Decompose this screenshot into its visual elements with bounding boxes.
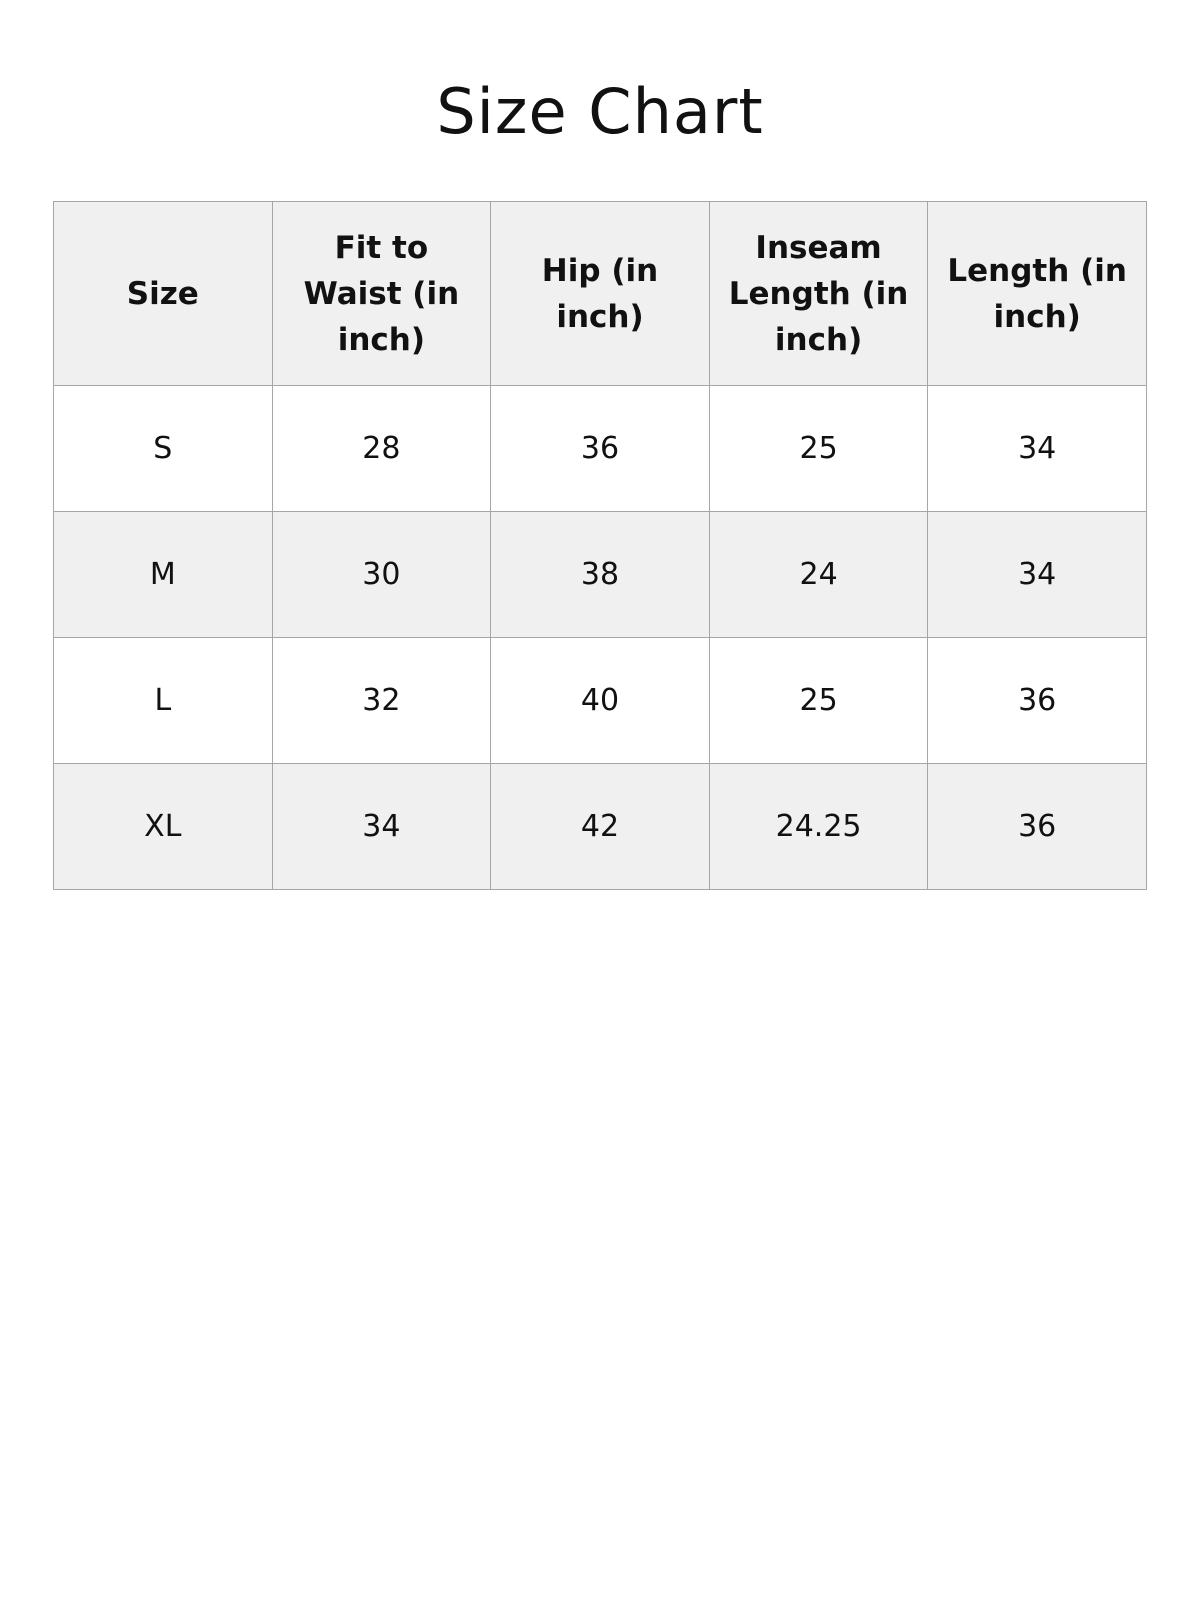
header-inseam-length: Inseam Length (in inch) xyxy=(709,202,928,386)
table-cell-inseam: 24 xyxy=(709,512,928,638)
header-hip: Hip (in inch) xyxy=(491,202,710,386)
table-cell-waist: 28 xyxy=(272,386,491,512)
table-row xyxy=(54,512,1147,638)
table-cell-length: 34 xyxy=(928,386,1147,512)
table-cell-waist: 34 xyxy=(272,764,491,890)
page-title: Size Chart xyxy=(436,75,764,148)
table-cell-hip: 40 xyxy=(491,638,710,764)
table-cell-inseam: 25 xyxy=(709,638,928,764)
size-chart-table xyxy=(53,201,1147,890)
table-cell-waist: 32 xyxy=(272,638,491,764)
table-cell-size: M xyxy=(54,512,273,638)
header-size: Size xyxy=(54,202,273,386)
table-cell-hip: 36 xyxy=(491,386,710,512)
table-cell-size: L xyxy=(54,638,273,764)
table-cell-inseam: 25 xyxy=(709,386,928,512)
table-cell-length: 36 xyxy=(928,764,1147,890)
header-fit-to-waist: Fit to Waist (in inch) xyxy=(272,202,491,386)
table-header-row xyxy=(54,202,1147,386)
table-cell-waist: 30 xyxy=(272,512,491,638)
table-cell-size: S xyxy=(54,386,273,512)
table-row xyxy=(54,764,1147,890)
table-row xyxy=(54,638,1147,764)
header-length: Length (in inch) xyxy=(928,202,1147,386)
table-cell-length: 34 xyxy=(928,512,1147,638)
table-cell-hip: 38 xyxy=(491,512,710,638)
table-cell-length: 36 xyxy=(928,638,1147,764)
table-row xyxy=(54,386,1147,512)
table-cell-inseam: 24.25 xyxy=(709,764,928,890)
table-cell-size: XL xyxy=(54,764,273,890)
table-cell-hip: 42 xyxy=(491,764,710,890)
